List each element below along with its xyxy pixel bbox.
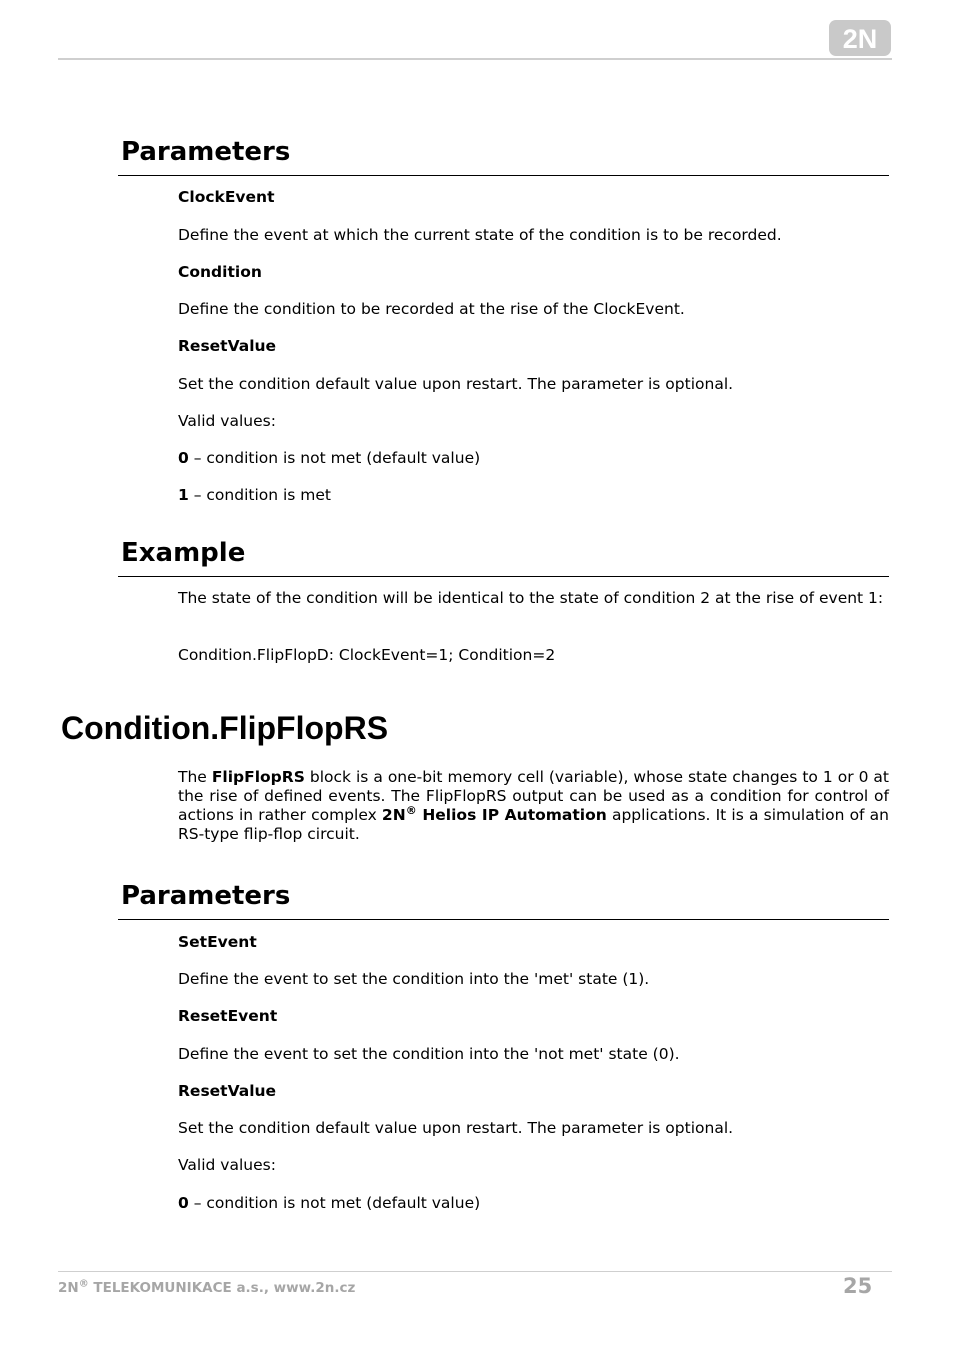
header-rule — [58, 58, 892, 60]
param-name: Condition — [178, 263, 262, 281]
param-description: Define the event at which the current state of the condition is to be recorded. — [178, 226, 782, 244]
value-text: – condition is met — [188, 486, 332, 504]
value-key: 0 — [178, 449, 189, 467]
footer-registered-mark: ® — [78, 1278, 89, 1290]
footer-rule — [58, 1271, 892, 1272]
heading-rule — [118, 919, 889, 920]
example-text: The state of the condition will be identical to the state of condition 2 at the rise of event 1: — [178, 589, 884, 607]
footer-company-rest: TELEKOMUNIKACE a.s., www.2n.cz — [88, 1280, 356, 1296]
intro-text: applications. It is a simulation of an RS-type flip-flop circuit. — [178, 806, 889, 843]
param-description: Define the event to set the condition into the 'met' state (1). — [178, 970, 650, 988]
param-description: Set the condition default value upon restart. The parameter is optional. — [178, 375, 734, 393]
param-name: ResetValue — [178, 1082, 277, 1100]
heading-rule — [118, 576, 889, 577]
example-code: Condition.FlipFlopD: ClockEvent=1; Condition=2 — [178, 646, 556, 664]
value-text: – condition is not met (default value) — [188, 1194, 481, 1212]
param-description: Define the condition to be recorded at the rise of the ClockEvent. — [178, 300, 685, 318]
valid-values-label: Valid values: — [178, 412, 276, 430]
intro-bold: Helios IP Automation — [416, 806, 607, 824]
value-item — [178, 486, 331, 505]
intro-paragraph — [178, 768, 889, 844]
value-item — [178, 1194, 480, 1213]
valid-values-label: Valid values: — [178, 1156, 276, 1174]
param-description: Set the condition default value upon restart. The parameter is optional. — [178, 1119, 734, 1137]
intro-text: The — [178, 768, 212, 786]
value-key: 1 — [178, 486, 189, 504]
intro-text: block is a one-bit memory cell (variable), whose state changes to 1 or 0 at the rise of defined events. The FlipFlopRS output can be used as a condition for control of actions in rather complex — [178, 768, 889, 824]
param-description: Define the event to set the condition into the 'not met' state (0). — [178, 1045, 680, 1063]
section-heading-parameters: Parameters — [121, 881, 291, 911]
section-heading-example: Example — [121, 538, 246, 568]
page-number: 25 — [843, 1274, 873, 1298]
page-title: Condition.FlipFlopRS — [61, 710, 389, 746]
footer-company-prefix: 2N — [58, 1280, 79, 1296]
value-text: – condition is not met (default value) — [188, 449, 481, 467]
logo-text: 2N — [842, 24, 878, 54]
intro-bold: 2N — [381, 806, 406, 824]
param-name: ResetValue — [178, 337, 277, 355]
footer-company — [58, 1280, 355, 1296]
intro-bold: FlipFlopRS — [211, 768, 305, 786]
param-name: ResetEvent — [178, 1007, 278, 1025]
value-item — [178, 449, 480, 468]
param-name: ClockEvent — [178, 188, 275, 206]
heading-rule — [118, 175, 889, 176]
param-name: SetEvent — [178, 933, 257, 951]
value-key: 0 — [178, 1194, 189, 1212]
registered-mark: ® — [405, 803, 417, 817]
section-heading-parameters: Parameters — [121, 137, 291, 167]
brand-logo — [828, 19, 892, 57]
